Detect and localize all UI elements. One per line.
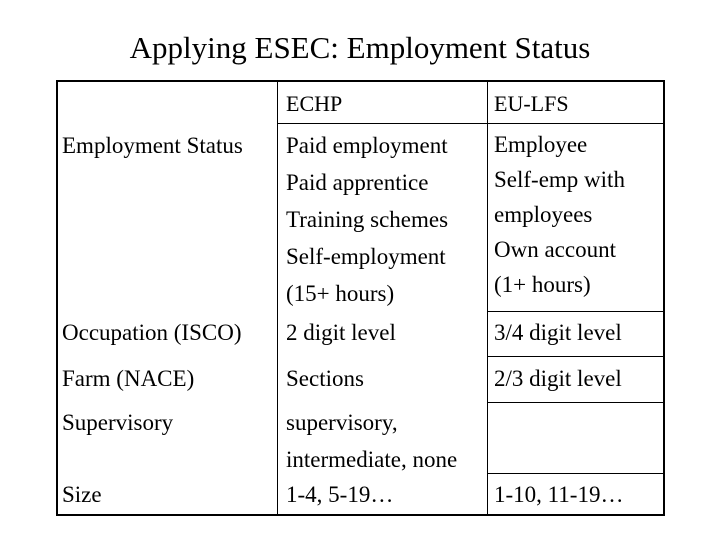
cell-line: Self-employment <box>286 244 446 269</box>
row-label-employment-status: Employment Status <box>62 133 243 158</box>
cell-echp-farm: Sections <box>286 366 364 391</box>
cell-line: (1+ hours) <box>494 272 591 297</box>
column-divider-2 <box>487 82 488 514</box>
cell-line: Own account <box>494 237 616 262</box>
slide-title: Applying ESEC: Employment Status <box>129 30 591 65</box>
row-label-occupation: Occupation (ISCO) <box>62 320 242 345</box>
cell-line: Paid employment <box>286 133 448 158</box>
cell-line: Self-emp with <box>494 167 625 192</box>
row-label-supervisory: Supervisory <box>62 410 174 435</box>
column-divider-1 <box>277 82 278 514</box>
cell-line: Paid apprentice <box>286 170 429 195</box>
cell-echp-size: 1-4, 5-19… <box>286 482 394 507</box>
cell-line: (15+ hours) <box>286 281 395 306</box>
header-row-divider <box>277 123 663 124</box>
cell-line: Training schemes <box>286 207 449 232</box>
cell-eulfs-size: 1-10, 11-19… <box>494 482 624 507</box>
cell-eulfs-occupation: 3/4 digit level <box>494 320 622 345</box>
comparison-table <box>56 80 665 516</box>
column-header-echp: ECHP <box>286 91 343 116</box>
cell-echp-employment-status <box>286 127 448 312</box>
cell-eulfs-farm: 2/3 digit level <box>494 366 622 391</box>
row-divider-farm <box>487 402 663 403</box>
cell-eulfs-employment-status <box>494 127 625 302</box>
row-label-size: Size <box>62 482 102 507</box>
column-header-eu-lfs: EU-LFS <box>494 91 569 116</box>
row-divider-occupation <box>487 356 663 357</box>
row-label-farm: Farm (NACE) <box>62 366 195 391</box>
cell-echp-supervisory <box>286 404 457 478</box>
cell-line: supervisory, <box>286 410 398 435</box>
row-divider-employment <box>487 311 663 312</box>
cell-line: Employee <box>494 132 588 157</box>
cell-echp-occupation: 2 digit level <box>286 320 396 345</box>
cell-line: intermediate, none <box>286 447 458 472</box>
row-divider-supervisory <box>487 473 663 474</box>
cell-line: employees <box>494 202 593 227</box>
